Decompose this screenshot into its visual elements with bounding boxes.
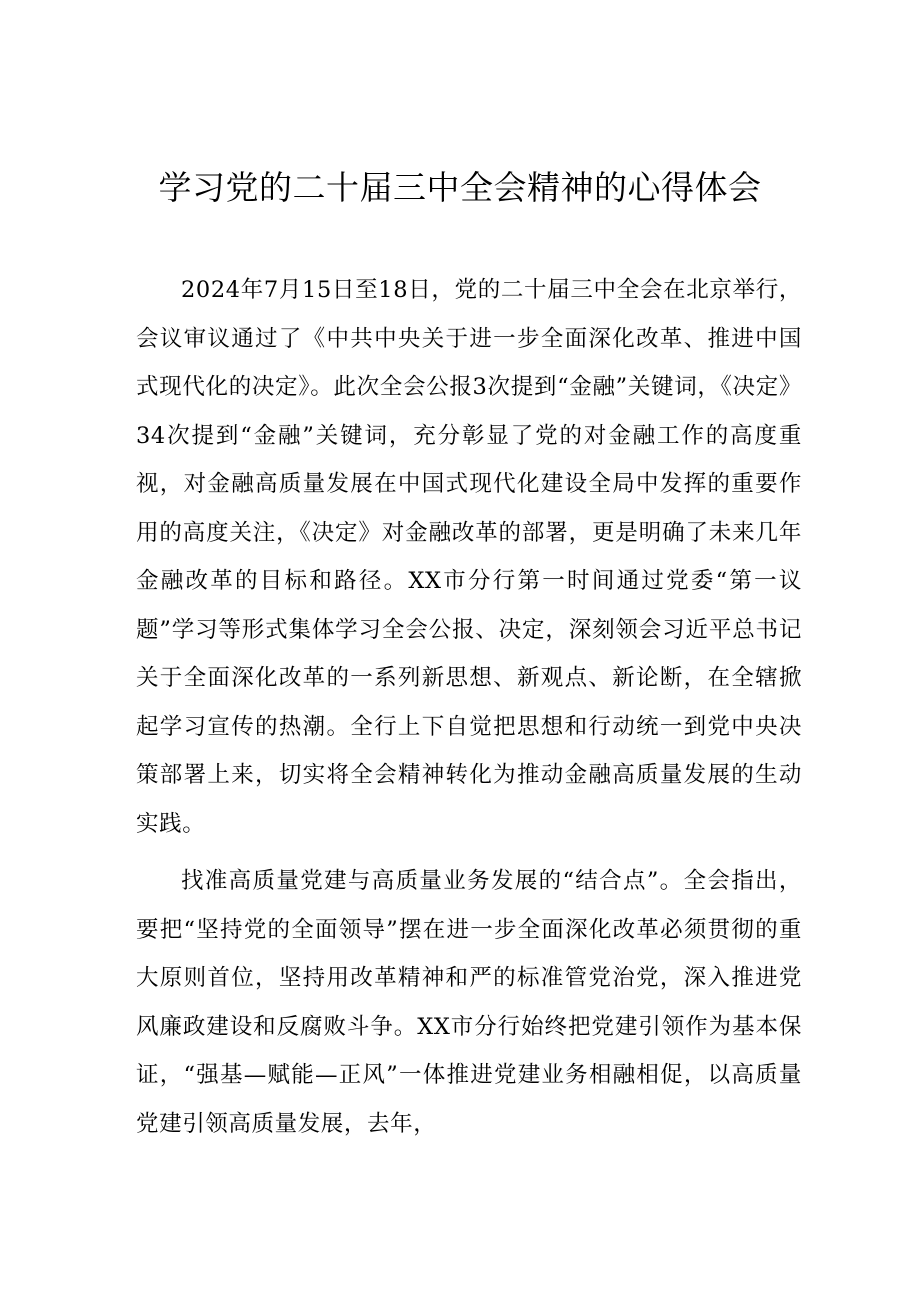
paragraph-2: 找准高质量党建与高质量业务发展的“结合点”。全会指出，要把“坚持党的全面领导”摆在进一步全面深化改革必须贯彻的重大原则首位，坚持用改革精神和严的标准管党治党，深入推进党风廉政建设和反腐败斗争。XX市分行始终把党建引领作为基本保证，“强基—赋能—正风”一体推进党建业务相融相促，以高质量党建引领高质量发展，去年，: [136, 868, 802, 1137]
document-body: [136, 266, 802, 1157]
document-title: 学习党的二十届三中全会精神的心得体会: [158, 168, 762, 207]
paragraph-1: 2024年7月15日至18日，党的二十届三中全会在北京举行，会议审议通过了《中共中央关于进一步全面深化改革、推进中国式现代化的决定》。此次全会公报3次提到“金融”关键词，《决定》34次提到“金融”关键词，充分彰显了党的对金融工作的高度重视，对金融高质量发展在中国式现代化建设全局中发挥的重要作用的高度关注，《决定》对金融改革的部署，更是明确了未来几年金融改革的目标和路径。XX市分行第一时间通过党委“第一议题”学习等形式集体学习全会公报、决定，深刻领会习近平总书记关于全面深化改革的一系列新思想、新观点、新论断，在全辖掀起学习宣传的热潮。全行上下自觉把思想和行动统一到党中央决策部署上来，切实将全会精神转化为推动金融高质量发展的生动实践。: [136, 277, 802, 837]
